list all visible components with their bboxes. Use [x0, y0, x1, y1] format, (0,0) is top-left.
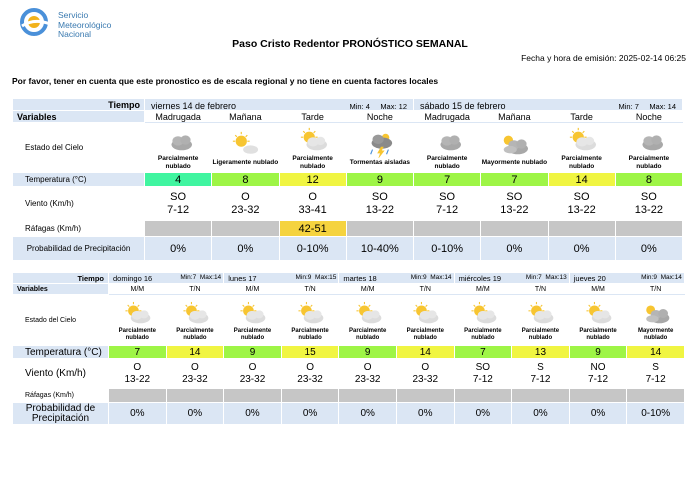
logo-line-1: Servicio — [58, 10, 89, 20]
wind-cell — [569, 359, 627, 389]
gust-value — [454, 389, 512, 403]
temperature-value: 8 — [212, 173, 279, 187]
temperature-value: 8 — [615, 173, 682, 187]
precipitation-value: 0-10% — [414, 237, 481, 261]
wind-cell — [481, 187, 548, 221]
tiempo-header: Tiempo — [13, 273, 109, 284]
precipitation-value: 0% — [548, 237, 615, 261]
wind-cell — [281, 359, 339, 389]
wind-speed: 23-32 — [354, 373, 381, 385]
temperature-value: 14 — [396, 346, 454, 359]
partly-cloudy-day-icon — [582, 300, 614, 327]
sky-description: Parcialmente nublado — [176, 327, 214, 341]
precipitation-value: 0% — [109, 403, 167, 425]
wind-speed: 23-32 — [297, 373, 323, 385]
day-header-row — [13, 273, 685, 284]
wind-cell — [627, 359, 685, 389]
sky-description: Parcialmente nublado — [291, 327, 329, 341]
day-max: Max:14 — [660, 274, 682, 281]
sky-cell — [109, 295, 167, 346]
wind-direction: SO — [439, 190, 456, 203]
sky-row — [13, 295, 685, 346]
day-min: Min:7 — [525, 274, 542, 281]
wind-cell — [212, 187, 279, 221]
precipitation-label: Probabilidad de Precipitación — [13, 403, 109, 425]
temperature-value: 14 — [548, 173, 615, 187]
sky-description: Parcialmente nublado — [521, 327, 560, 341]
page-title: Paso Cristo Redentor PRONÓSTICO SEMANAL — [232, 38, 468, 50]
sky-description: Parcialmente nublado — [426, 155, 468, 170]
wind-row — [13, 187, 683, 221]
wind-direction: O — [133, 361, 142, 373]
precipitation-value: 0% — [396, 403, 454, 425]
sky-row — [13, 123, 683, 173]
sky-label: Estado del Cielo — [13, 123, 145, 173]
wind-direction: O — [248, 361, 257, 373]
day-max: Max: 14 — [649, 102, 676, 111]
period-label: M/M — [454, 284, 512, 295]
day-name: martes 18 — [343, 274, 377, 283]
day-name: jueves 20 — [573, 274, 606, 283]
partly-cloudy-day-icon — [564, 126, 600, 154]
sky-cell — [346, 123, 413, 173]
period-row — [13, 284, 685, 295]
wind-speed: 23-32 — [412, 373, 439, 385]
partly-cloudy-day-icon — [467, 300, 499, 327]
day-header-row — [13, 99, 683, 111]
precipitation-row — [13, 237, 683, 261]
temperature-value: 4 — [145, 173, 212, 187]
sky-cell — [396, 295, 454, 346]
wind-direction: S — [652, 361, 659, 373]
temperature-value: 9 — [569, 346, 627, 359]
day-max: Max:13 — [545, 274, 567, 281]
partly-cloudy-day-icon — [295, 126, 331, 154]
day-header — [145, 99, 414, 111]
partly-cloudy-day-icon — [179, 300, 211, 327]
sky-description: Parcialmente nublado — [348, 327, 387, 341]
gust-value — [481, 221, 548, 237]
sky-cell — [339, 295, 397, 346]
partly-cloudy-day-icon — [524, 300, 556, 327]
gust-value — [145, 221, 212, 237]
day-name: viernes 14 de febrero — [151, 101, 237, 111]
variables-header: Variables — [13, 111, 145, 123]
gust-label: Ráfagas (Km/h) — [13, 221, 145, 237]
precipitation-value: 0% — [454, 403, 512, 425]
period-label: Noche — [346, 111, 413, 123]
sky-cell — [212, 123, 279, 173]
temperature-value: 14 — [627, 346, 685, 359]
wind-cell — [145, 187, 212, 221]
sky-cell — [281, 295, 339, 346]
temperature-value: 13 — [512, 346, 570, 359]
partly-cloudy-day-icon — [236, 300, 268, 327]
sky-cell — [279, 123, 346, 173]
period-label: Madrugada — [145, 111, 212, 123]
period-label: Mañana — [481, 111, 548, 123]
day-name: domingo 16 — [113, 274, 153, 283]
sky-cell — [512, 295, 570, 346]
temperature-row — [13, 173, 683, 187]
partly-cloudy-day-icon — [352, 300, 384, 327]
wind-direction: S — [537, 361, 544, 373]
wind-direction: O — [421, 361, 430, 373]
period-label: T/N — [512, 284, 570, 295]
wind-speed: 13-22 — [365, 203, 394, 216]
wind-direction: SO — [371, 190, 388, 203]
wind-cell — [512, 359, 570, 389]
sky-cell — [548, 123, 615, 173]
precipitation-value: 0-10% — [279, 237, 346, 261]
temperature-label: Temperatura (°C) — [13, 173, 145, 187]
day-max: Max: 12 — [380, 102, 407, 111]
sky-description: Parcialmente nublado — [406, 327, 444, 341]
wind-direction: SO — [170, 190, 187, 203]
precipitation-label: Probabilidad de Precipitación — [13, 237, 145, 261]
sky-description: Parcialmente nublado — [579, 327, 617, 341]
gust-value — [615, 221, 682, 237]
partly-cloudy-day-icon — [294, 300, 326, 327]
wind-cell — [548, 187, 615, 221]
sky-cell — [145, 123, 212, 173]
sky-cell — [481, 123, 548, 173]
gust-value — [512, 389, 570, 403]
day-max: Max:15 — [315, 274, 337, 281]
day-name: sábado 15 de febrero — [420, 101, 506, 111]
temperature-label: Temperatura (°C) — [13, 346, 109, 359]
wind-cell — [224, 359, 282, 389]
gust-value — [627, 389, 685, 403]
day-header — [454, 273, 569, 284]
wind-cell — [339, 359, 397, 389]
day-name: lunes 17 — [228, 274, 257, 283]
precipitation-value: 0% — [145, 237, 212, 261]
wind-speed: 13-22 — [124, 373, 151, 385]
smn-logo — [20, 8, 150, 40]
wind-cell — [396, 359, 454, 389]
wind-label: Viento (Km/h) — [13, 187, 145, 221]
period-label: T/N — [166, 284, 224, 295]
temperature-value: 7 — [481, 173, 548, 187]
wind-cell — [109, 359, 167, 389]
forecast-table-days-1-2 — [12, 98, 683, 261]
wind-direction: SO — [475, 361, 491, 373]
wind-direction: NO — [590, 361, 606, 373]
wind-direction: SO — [506, 190, 523, 203]
wind-speed: 13-22 — [567, 203, 596, 216]
variables-header: Variables — [13, 284, 109, 295]
sky-description: Parcialmente nublado — [233, 327, 272, 341]
sky-cell — [569, 295, 627, 346]
precipitation-value: 0% — [615, 237, 682, 261]
precipitation-value: 0% — [212, 237, 279, 261]
precipitation-value: 10-40% — [346, 237, 413, 261]
regional-notice: Por favor, tener en cuenta que este pronostico es de escala regional y no tiene en cuenta factores locales — [12, 76, 439, 86]
precipitation-value: 0% — [481, 237, 548, 261]
wind-speed: 7-12 — [645, 373, 666, 385]
wind-cell — [166, 359, 224, 389]
mostly-cloudy-day-icon — [640, 300, 672, 327]
gust-row — [13, 389, 685, 403]
wind-direction: O — [191, 361, 199, 373]
day-min: Min:7 — [180, 274, 197, 281]
period-label: M/M — [109, 284, 167, 295]
wind-speed: 33-41 — [298, 203, 327, 216]
sky-description: Ligeramente nublado — [212, 158, 279, 166]
sky-cell — [224, 295, 282, 346]
sky-cell — [166, 295, 224, 346]
wind-cell — [279, 187, 346, 221]
wind-speed: 7-12 — [530, 373, 551, 385]
sky-description: Parcialmente nublado — [157, 155, 199, 170]
wind-direction: O — [306, 361, 314, 373]
sky-cell — [414, 123, 481, 173]
period-label: M/M — [224, 284, 282, 295]
isolated-storms-icon — [362, 130, 398, 158]
wind-label: Viento (Km/h) — [13, 359, 109, 389]
sky-description: Mayormente nublado — [637, 327, 674, 341]
sky-label: Estado del Cielo — [13, 295, 109, 346]
wind-cell — [414, 187, 481, 221]
period-row — [13, 111, 683, 123]
gust-value — [339, 389, 397, 403]
gust-value — [396, 389, 454, 403]
sky-cell — [615, 123, 682, 173]
sky-description: Parcialmente nublado — [292, 155, 333, 170]
precipitation-value: 0% — [166, 403, 224, 425]
gust-value — [346, 221, 413, 237]
day-header — [109, 273, 224, 284]
precipitation-value: 0% — [512, 403, 570, 425]
day-max: Max:14 — [430, 274, 452, 281]
partly-cloudy-day-icon — [409, 300, 441, 327]
gust-value — [281, 389, 339, 403]
gust-value — [166, 389, 224, 403]
wind-speed: 23-32 — [231, 203, 260, 216]
temperature-value: 9 — [224, 346, 282, 359]
day-max: Max:14 — [199, 274, 222, 281]
gust-value — [548, 221, 615, 237]
wind-row — [13, 359, 685, 389]
wind-direction: O — [363, 361, 372, 373]
gust-row — [13, 221, 683, 237]
gust-value — [224, 389, 282, 403]
period-label: Noche — [615, 111, 682, 123]
lightly-cloudy-day-icon — [227, 130, 263, 158]
period-label: T/N — [627, 284, 685, 295]
day-min: Min:9 — [641, 274, 657, 281]
period-label: T/N — [396, 284, 454, 295]
partly-cloudy-night-icon — [631, 126, 667, 154]
period-label: M/M — [339, 284, 397, 295]
wind-speed: 23-32 — [239, 373, 266, 385]
sky-description: Mayormente nublado — [481, 158, 548, 166]
sky-description: Tormentas aisladas — [349, 158, 410, 166]
day-min: Min:9 — [295, 274, 312, 281]
wind-cell — [615, 187, 682, 221]
partly-cloudy-night-icon — [160, 126, 196, 154]
wind-cell — [346, 187, 413, 221]
logo-line-3: Nacional — [58, 29, 92, 39]
precipitation-value: 0-10% — [627, 403, 685, 425]
tiempo-header: Tiempo — [13, 99, 145, 111]
gust-value — [414, 221, 481, 237]
wind-speed: 23-32 — [182, 373, 208, 385]
wind-speed: 13-22 — [634, 203, 663, 216]
wind-direction: O — [241, 190, 250, 203]
partly-cloudy-night-icon — [429, 126, 465, 154]
temperature-value: 9 — [346, 173, 413, 187]
gust-value: 42-51 — [279, 221, 346, 237]
period-label: Tarde — [279, 111, 346, 123]
smn-logo-text — [58, 11, 111, 40]
period-label: Tarde — [548, 111, 615, 123]
precipitation-value: 0% — [281, 403, 339, 425]
temperature-value: 14 — [166, 346, 224, 359]
wind-direction: O — [308, 190, 317, 203]
sky-description: Parcialmente nublado — [628, 155, 670, 170]
temperature-row — [13, 346, 685, 359]
day-header — [569, 273, 684, 284]
period-label: M/M — [569, 284, 627, 295]
precipitation-row — [13, 403, 685, 425]
temperature-value: 12 — [279, 173, 346, 187]
issue-datetime: Fecha y hora de emisión: 2025-02-14 06:25 — [521, 53, 686, 63]
mostly-cloudy-day-icon — [496, 130, 532, 158]
logo-line-2: Meteorológico — [58, 19, 112, 30]
temperature-value: 15 — [281, 346, 339, 359]
sky-description: Parcialmente nublado — [561, 155, 602, 170]
wind-speed: 7-12 — [436, 203, 459, 216]
temperature-value: 7 — [109, 346, 167, 359]
wind-direction: SO — [640, 190, 657, 203]
partly-cloudy-day-icon — [121, 300, 153, 327]
wind-speed: 7-12 — [472, 373, 493, 385]
gust-value — [212, 221, 279, 237]
day-min: Min: 7 — [618, 102, 639, 111]
day-header — [224, 273, 339, 284]
period-label: T/N — [281, 284, 339, 295]
gust-value — [569, 389, 627, 403]
temperature-value: 7 — [454, 346, 512, 359]
precipitation-value: 0% — [224, 403, 282, 425]
wind-cell — [454, 359, 512, 389]
sky-description: Parcialmente nublado — [118, 327, 156, 341]
sky-cell — [627, 295, 685, 346]
wind-speed: 7-12 — [588, 373, 609, 385]
day-min: Min: 4 — [349, 102, 370, 111]
day-name: miércoles 19 — [458, 274, 502, 283]
day-min: Min:9 — [410, 274, 427, 281]
precipitation-value: 0% — [569, 403, 627, 425]
precipitation-value: 0% — [339, 403, 397, 425]
sky-cell — [454, 295, 512, 346]
wind-direction: SO — [573, 190, 590, 203]
day-header — [339, 273, 454, 284]
smn-logo-icon — [20, 8, 54, 36]
wind-speed: 7-12 — [167, 203, 190, 216]
period-label: Mañana — [212, 111, 279, 123]
day-header — [414, 99, 683, 111]
forecast-table-days-3-7 — [12, 272, 685, 425]
wind-speed: 13-22 — [500, 203, 529, 216]
gust-label: Ráfagas (Km/h) — [13, 389, 109, 403]
temperature-value: 7 — [414, 173, 481, 187]
period-label: Madrugada — [414, 111, 481, 123]
temperature-value: 9 — [339, 346, 397, 359]
sky-description: Parcialmente nublado — [464, 327, 502, 341]
gust-value — [109, 389, 167, 403]
